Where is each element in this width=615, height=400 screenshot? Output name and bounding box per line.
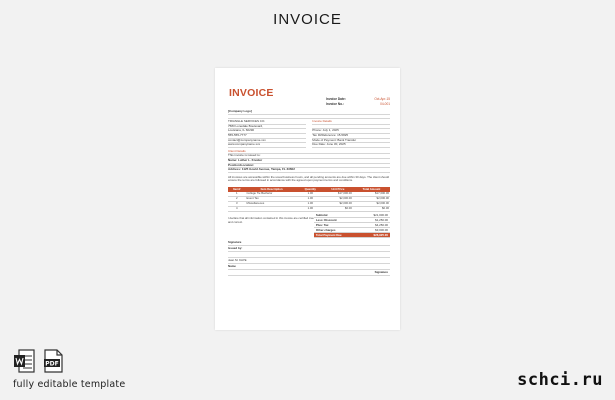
total-due-row: Total Payment Due $26,925.00 [315,232,388,237]
discount-row: Less: Discount $1,250.00 [315,217,388,222]
invoice-document [228,88,390,276]
table-header: Unit Price [323,187,353,192]
subtotal-row: Subtotal $21,000.00 [315,212,388,217]
terms-paragraph: All invoices are accessible within the usual business hours, and all pending amounts are due within 30 days. The client should ensure the terms are followed in accordance with the agreed upon payment terms and conditions. [228,174,389,183]
pdf-label: PDF [45,360,59,368]
client-details: Client Details This invoice is issued to: Name: Luther L. Kreider Position/Location: Address: 1125 Gould Avenue, Tampa, FL 33602 [228,150,390,173]
invoice-heading: INVOICE [229,87,274,99]
company-logo-placeholder: [Company Logo] [228,110,390,115]
table-row: 3 Miscellaneous 1.00 $2,000.00 $2,000.00 [228,201,390,206]
company-info: TRIANGLE SERVICES CO. 7583 Lonedale Boulevard, Louisiana, IL 60290 555-555-7777 contact@companyname.xxx www.companyname.xxx [228,120,306,148]
totals-block [314,213,390,238]
brand-watermark: schci.ru [517,370,603,390]
pdf-file-icon [42,348,64,374]
signature-block: Signature Issued by: Jean M. KAYE Name Signature [228,239,388,274]
items-table [228,187,390,212]
table-header: Item Description [246,187,298,192]
table-header: Total Amount [353,187,390,192]
invoice-meta [326,97,390,107]
table-row: 1 College Tie Bachelor 1.00 $17,000.00 $17,000.00 [228,192,390,197]
table-header: Item# [228,187,246,192]
invoice-date-row: Invoice Date: Oct-Apr-15 [326,97,390,101]
page-title: INVOICE [273,11,342,28]
table-row: 2 Event Tax 1.00 $2,000.00 $2,000.00 [228,196,390,201]
certification-note: I declare that all information contained in this invoice are certified true and correct. [228,215,314,224]
table-header: Quantity [298,187,323,192]
invoice-details: Invoice Details Phone: July 1, 2025 Tax ID/Reference: 15-5825 Mode of Payment: Bank Transfer Due Date: June 30, 2025 [312,120,390,148]
other-charges-row: Other charges $3,000.00 [315,227,388,232]
template-caption: fully editable template [13,379,126,390]
tax-row: Plus: Tax $4,250.00 [315,222,388,227]
word-file-icon [13,348,35,374]
invoice-preview [215,68,400,330]
table-row: 4 1.00 $0.00 $0.00 [228,206,390,211]
invoice-number-row: Invoice No.: 04-001 [326,102,390,106]
